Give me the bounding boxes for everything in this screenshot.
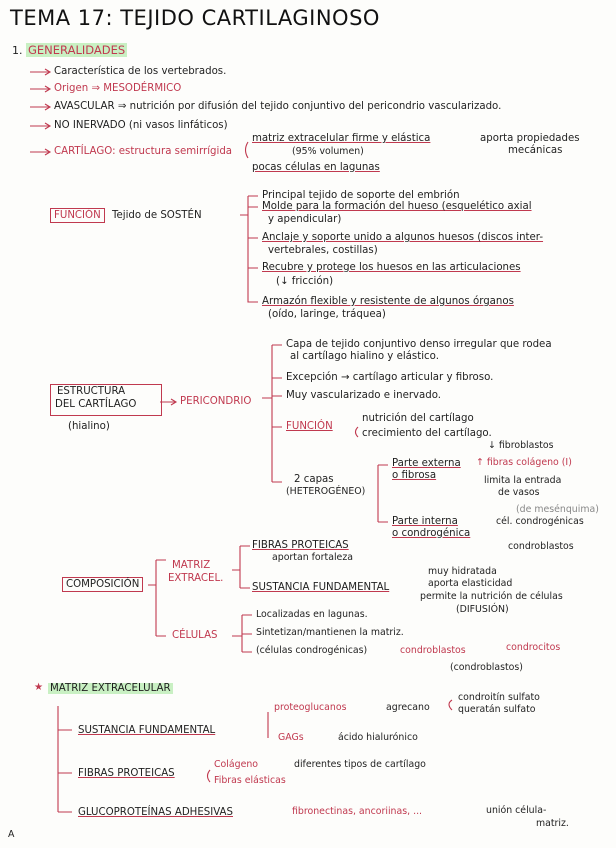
funcion-item-5b: (oído, laringe, tráquea) [268, 309, 386, 320]
comp-fibras-note: aportan fortaleza [272, 552, 353, 563]
pericondrio-funcion-2: crecimiento del cartílago. [362, 428, 492, 439]
bullet-2: Origen ⇒ MESODÉRMICO [54, 83, 182, 94]
cartilago-result: aporta propiedades [480, 133, 580, 144]
externa-item-1: ↓ fibroblastos [488, 440, 554, 451]
parte-interna-2: o condrogénica [392, 528, 471, 539]
interna-item-2: condroblastos [508, 541, 574, 552]
me-gags: GAGs [278, 732, 304, 743]
cartilago-celulas: pocas células en lagunas [252, 162, 380, 173]
me-gluco-items: fibronectinas, ancoriinas, ... [292, 806, 423, 817]
interna-item-1: cél. condrogénicas [496, 516, 584, 527]
matriz-heading: MATRIZ EXTRACELULAR [50, 683, 171, 694]
funcion-box: FUNCIÓN [50, 208, 105, 223]
me-fibras: FIBRAS PROTEICAS [78, 768, 175, 779]
composicion-box: COMPOSICIÓN [62, 577, 143, 592]
me-colageno: Colágeno [214, 759, 259, 770]
pericondrio-funcion: FUNCIÓN [286, 421, 333, 432]
me-sustancia: SUSTANCIA FUNDAMENTAL [78, 725, 216, 736]
externa-item-2: ↑ fibras colágeno (I) [476, 457, 572, 468]
comp-celulas: CÉLULAS [172, 630, 218, 641]
bullet-3: AVASCULAR ⇒ nutrición por difusión del tejido conjuntivo del pericondrio vascularizado. [54, 101, 502, 112]
funcion-label: Tejido de SOSTÉN [112, 210, 202, 221]
parte-interna: Parte interna [392, 516, 458, 527]
me-agrecano: agrecano [386, 702, 430, 713]
sustancia-item-2: aporta elasticidad [428, 578, 513, 589]
capas-label: 2 capas [294, 474, 334, 485]
bullet-4: NO INERVADO (ni vasos linfáticos) [54, 120, 228, 131]
matriz-label-2: EXTRACEL. [168, 573, 224, 584]
externa-item-5: (de mesénquima) [516, 504, 599, 515]
estructura-box-line1: ESTRUCTURA [57, 386, 126, 397]
pericondrio-label: PERICONDRIO [180, 396, 252, 407]
me-elasticas: Fibras elásticas [214, 775, 286, 786]
me-hialuronico: ácido hialurónico [338, 732, 418, 743]
me-union: unión célula- [486, 805, 547, 816]
sustancia-item-1: muy hidratada [428, 566, 497, 577]
pericondrio-item-2: Excepción → cartílago articular y fibroso. [286, 372, 494, 383]
funcion-item-3: Anclaje y soporte unido a algunos huesos (discos inter- [262, 232, 544, 243]
footer-mark: A [8, 829, 15, 840]
me-proteoglucanos: proteoglucanos [274, 702, 347, 713]
externa-item-3: limita la entrada [484, 475, 562, 486]
parte-externa: Parte externa [392, 458, 461, 469]
cartilago-matriz-note: (95% volumen) [292, 146, 364, 157]
funcion-item-5: Armazón flexible y resistente de algunos órganos [262, 296, 514, 307]
me-condroitin: condroitín sulfato [458, 692, 540, 703]
section-number: 1. [12, 44, 23, 57]
estructura-note: (hialino) [68, 421, 110, 432]
externa-item-4: de vasos [498, 487, 540, 498]
funcion-item-4b: (↓ fricción) [276, 276, 334, 287]
section-heading: GENERALIDADES [28, 43, 126, 57]
celulas-item-5: condrocitos [506, 642, 561, 653]
comp-fibras: FIBRAS PROTEICAS [252, 540, 349, 551]
estructura-box [50, 384, 162, 416]
cartilago-label: CARTÍLAGO: estructura semirrígida [54, 146, 233, 157]
capas-note: (HETEROGÉNEO) [286, 486, 366, 497]
estructura-box-line2: DEL CARTÍLAGO [55, 399, 137, 410]
cartilago-result-2: mecánicas [508, 145, 563, 156]
bullet-1: Característica de los vertebrados. [54, 66, 227, 77]
pericondrio-funcion-1: nutrición del cartílago [362, 413, 474, 424]
funcion-item-2: Molde para la formación del hueso (esquelético axial [262, 201, 532, 212]
funcion-item-4: Recubre y protege los huesos en las articulaciones [262, 262, 521, 273]
cartilago-matriz: matriz extracelular firme y elástica [252, 133, 431, 144]
celulas-item-4: condroblastos [400, 645, 466, 656]
pericondrio-item-1: Capa de tejido conjuntivo denso irregular que rodea [286, 339, 552, 350]
celulas-item-6: (condroblastos) [450, 662, 523, 673]
pericondrio-item-1b: al cartílago hialino y elástico. [290, 351, 439, 362]
funcion-item-1: Principal tejido de soporte del embrión [262, 190, 460, 201]
me-union-2: matriz. [536, 818, 569, 829]
star-icon: ★ [34, 682, 44, 693]
parte-externa-2: o fibrosa [392, 470, 437, 481]
me-diferentes: diferentes tipos de cartílago [294, 759, 426, 770]
sustancia-item-4: (DIFUSIÓN) [456, 604, 509, 615]
matriz-label: MATRIZ [172, 560, 211, 571]
celulas-item-2: Sintetizan/mantienen la matriz. [256, 627, 404, 638]
pericondrio-item-3: Muy vascularizado e inervado. [286, 390, 442, 401]
funcion-item-3b: vertebrales, costillas) [268, 245, 378, 256]
celulas-item-3: (células condrogénicas) [256, 645, 368, 656]
me-gluco: GLUCOPROTEÍNAS ADHESIVAS [78, 807, 233, 818]
comp-sustancia: SUSTANCIA FUNDAMENTAL [252, 582, 390, 593]
page-title: TEMA 17: TEJIDO CARTILAGINOSO [10, 6, 380, 30]
sustancia-item-3: permite la nutrición de células [420, 591, 563, 602]
funcion-item-2b: y apendicular) [268, 214, 342, 225]
celulas-item-1: Localizadas en lagunas. [256, 609, 368, 620]
me-queratan: queratán sulfato [458, 704, 536, 715]
